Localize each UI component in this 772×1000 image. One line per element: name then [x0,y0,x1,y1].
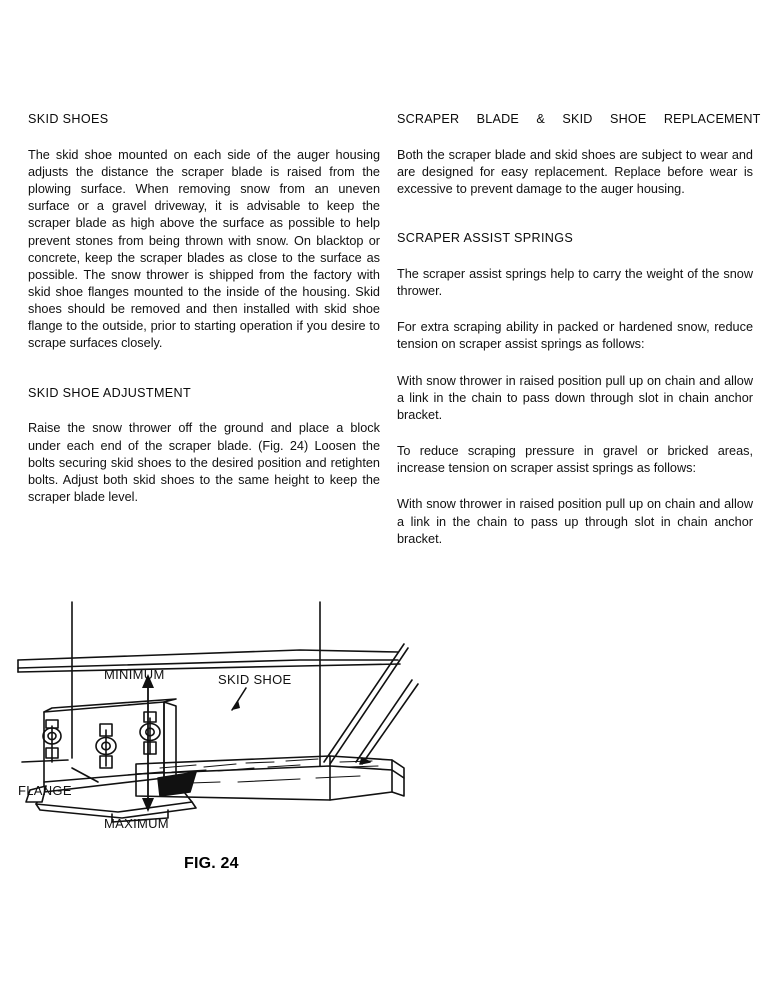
heading-skid-shoe-adjustment: SKID SHOE ADJUSTMENT [28,385,192,400]
paragraph-replacement: Both the scraper blade and skid shoes are subject to wear and are designed for easy replacement. Replace before wear is excessive to prevent damage to the auger housing. [397,147,753,197]
label-skid-shoe: SKID SHOE [218,672,292,687]
heading-scraper-blade-replacement: SCRAPER BLADE & SKID SHOE REPLACEMENT [397,112,761,126]
base-slab-right-edge-line [392,770,404,778]
chain-rod-2 [356,680,412,762]
flange-upper-guide [22,760,68,762]
minmax-arrow-head-down [142,798,154,812]
chain-rod-1 [324,644,404,762]
housing-plate-bottom [18,664,400,672]
housing-plate-top [18,650,398,660]
figure-caption: FIG. 24 [184,855,239,872]
base-slab-right-end [392,760,404,796]
heading-scraper-assist-springs: SCRAPER ASSIST SPRINGS [397,231,574,246]
right-text-column [397,112,761,548]
left-text-column [28,112,380,506]
bolt-right [140,712,160,754]
paragraph-skid-shoe-adjustment: Raise the snow thrower off the ground and place a block under each end of the scraper blade. (Fig. 24) Loosen the bolts securing skid shoes to the desired position and retighten bolts. Adjust both skid shoes to the same height to keep the scraper blade level. [28,421,380,504]
skid-shoe-leader-arrow [232,700,240,710]
paragraph-reduce-tension-steps: With snow thrower in raised position pull up on chain and allow a link in the chain to pass down through slot in chain anchor bracket. [397,373,753,422]
housing-plate-mid [18,660,398,668]
label-minimum: MINIMUM [104,667,165,682]
skid-shoe-plate-side [164,702,176,782]
paragraph-skid-shoes: The skid shoe mounted on each side of the auger housing adjusts the distance the scraper blade is raised from the plowing surface. When removing snow from an uneven surface or a gravel driveway, it is advisable to keep the scraper blade as high above the surface as possible to help prevent stones from being thrown with snow. On blacktop or concrete, keep the scraper blades as close to the surface as possible. The snow thrower is shipped from the factory with skid shoe flanges mounted to the inside of the housing. Skid shoes should be removed and then installed with skid shoe flange to the outside, prior to starting operation if you desire to scrape surfaces closely. [28,147,380,351]
figure-24-illustration [0,596,420,896]
paragraph-extra-scraping: For extra scraping ability in packed or hardened snow, reduce tension on scraper assist springs as follows: [397,320,753,352]
bolt-left [43,720,61,762]
skid-shoe-diagram-svg [0,596,420,896]
paragraph-reduce-pressure: To reduce scraping pressure in gravel or bricked areas, increase tension on scraper assist springs as follows: [397,444,753,476]
paragraph-increase-tension-steps: With snow thrower in raised position pull up on chain and allow a link in the chain to pass up through slot in chain anchor bracket. [397,497,753,546]
heading-skid-shoes: SKID SHOES [28,112,109,126]
paragraph-springs-weight: The scraper assist springs help to carry the weight of the snow thrower. [397,266,753,299]
bolt-center [96,724,116,768]
chain-rod-2b [362,684,418,764]
skid-shoe-plate-face [44,702,164,792]
label-flange: FLANGE [18,783,72,798]
label-maximum: MAXIMUM [104,816,169,831]
